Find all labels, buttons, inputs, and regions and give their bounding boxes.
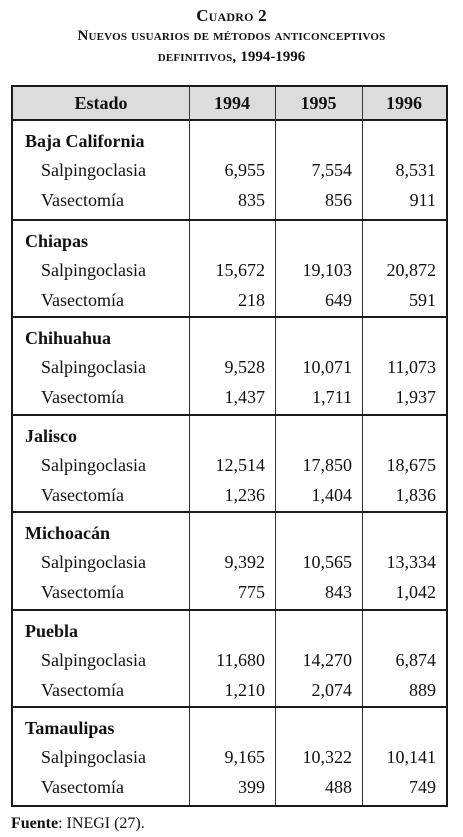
source-label: Fuente (11, 815, 59, 832)
table-cell-value: 10,322 (302, 747, 352, 767)
table-caption (0, 5, 463, 68)
state-name: Chiapas (25, 230, 89, 251)
header-1994: 1994 (214, 93, 250, 113)
table-cell-value: 591 (409, 289, 436, 310)
table-cell-value: 856 (325, 190, 352, 210)
caption-subtitle-line2 (0, 47, 463, 68)
caption-subtitle-line1: Nuevos usuarios de métodos anticonceptivos (77, 28, 386, 44)
method-label: Vasectomía (41, 387, 124, 407)
table-cell-value: 10,071 (302, 357, 352, 377)
caption-years: 1994-1996 (240, 49, 306, 65)
method-label: Salpingoclasia (41, 454, 146, 475)
table-cell-value: 835 (238, 190, 265, 210)
method-label: Vasectomía (41, 679, 124, 700)
table-cell-value: 889 (409, 679, 436, 700)
table-cell-value: 6,955 (224, 160, 265, 180)
caption-title: Cuadro 2 (196, 6, 267, 25)
table-cell-value: 17,850 (302, 454, 352, 475)
method-label: Salpingoclasia (41, 649, 146, 670)
table-cell-value: 649 (325, 289, 352, 310)
source-text: : INEGI (27). (58, 815, 145, 832)
table-cell-value: 20,872 (386, 259, 436, 280)
table-cell-value: 9,528 (224, 357, 265, 377)
method-label: Salpingoclasia (41, 357, 146, 377)
header-1995: 1995 (300, 93, 337, 113)
table-cell-value: 11,073 (387, 357, 436, 377)
method-label: Vasectomía (41, 289, 124, 310)
method-label: Vasectomía (41, 190, 124, 210)
method-label: Vasectomía (41, 582, 124, 602)
table-cell-value: 18,675 (386, 454, 436, 475)
source-note (11, 814, 145, 834)
table-cell-value: 1,236 (224, 484, 265, 505)
state-name: Jalisco (25, 425, 77, 446)
state-name: Baja California (25, 131, 145, 151)
table-cell-value: 9,392 (224, 552, 265, 572)
table-cell-value: 399 (238, 777, 265, 797)
table-cell-value: 13,334 (386, 552, 436, 572)
table-cell-value: 1,437 (224, 387, 265, 407)
table-cell-value: 10,141 (386, 747, 436, 767)
method-label: Salpingoclasia (41, 259, 146, 280)
table-cell-value: 1,210 (224, 679, 265, 700)
header-estado: Estado (74, 93, 128, 113)
table-group (13, 414, 446, 511)
table-cell-value: 1,042 (395, 582, 436, 602)
state-name: Chihuahua (25, 328, 112, 348)
table-cell-value: 19,103 (302, 259, 352, 280)
state-name: Tamaulipas (25, 718, 115, 738)
table-cell-value: 775 (238, 582, 265, 602)
state-name: Puebla (25, 620, 79, 641)
table-cell-value: 488 (325, 777, 352, 797)
table-cell-value: 1,836 (395, 484, 436, 505)
table-cell-value: 9,165 (224, 747, 265, 767)
table-cell-value: 911 (409, 190, 436, 210)
table-cell-value: 10,565 (302, 552, 352, 572)
table-cell-value: 11,680 (216, 649, 265, 670)
table-cell-value: 218 (238, 289, 265, 310)
method-label: Vasectomía (41, 777, 124, 797)
method-label: Salpingoclasia (41, 552, 146, 572)
table-header-row (13, 87, 446, 121)
table-cell-value: 2,074 (311, 679, 352, 700)
table-cell-value: 1,404 (311, 484, 352, 505)
table-cell-value: 8,531 (395, 160, 436, 180)
table-cell-value: 843 (325, 582, 352, 602)
table-group (13, 609, 446, 706)
table-group (13, 219, 446, 316)
header-1996: 1996 (386, 93, 422, 113)
method-label: Vasectomía (41, 484, 124, 505)
table-cell-value: 1,711 (312, 387, 352, 407)
table-group (13, 316, 446, 413)
table-cell-value: 749 (409, 777, 436, 797)
table-cell-value: 6,874 (395, 649, 436, 670)
table-group (13, 706, 446, 803)
caption-subtitle-prefix: definitivos, (157, 49, 241, 65)
table-group (13, 121, 446, 218)
method-label: Salpingoclasia (41, 160, 146, 180)
table-cell-value: 15,672 (215, 259, 265, 280)
table-cell-value: 1,937 (395, 387, 436, 407)
table-group (13, 511, 446, 608)
state-name: Michoacán (25, 523, 110, 543)
method-label: Salpingoclasia (41, 747, 146, 767)
table-cell-value: 14,270 (302, 649, 352, 670)
table-cell-value: 7,554 (311, 160, 352, 180)
table-cell-value: 12,514 (215, 454, 265, 475)
data-table (11, 85, 448, 807)
